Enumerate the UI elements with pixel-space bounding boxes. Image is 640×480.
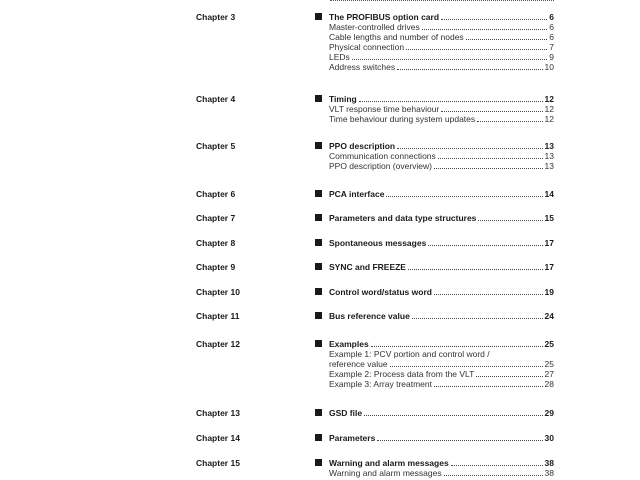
- dot-leader: [406, 49, 547, 50]
- page-number: 24: [544, 311, 554, 321]
- dot-leader: [397, 148, 542, 149]
- chapter-label: Chapter 4: [196, 94, 236, 104]
- toc-sub-entry[interactable]: [329, 151, 554, 161]
- chapter-label: Chapter 9: [196, 262, 236, 272]
- toc-sub-entry[interactable]: [329, 22, 554, 32]
- dot-leader: [451, 465, 543, 466]
- chapter-label: Chapter 8: [196, 238, 236, 248]
- page-number: 9: [549, 52, 554, 62]
- dot-leader: [466, 39, 548, 40]
- sub-entry-title: PPO description (overview): [329, 161, 432, 171]
- square-bullet-icon: [315, 190, 322, 197]
- sub-entry-title: Cable lengths and number of nodes: [329, 32, 464, 42]
- square-bullet-icon: [315, 409, 322, 416]
- square-bullet-icon: [315, 95, 322, 102]
- toc-sub-entry[interactable]: [329, 379, 554, 389]
- dot-leader: [390, 366, 543, 367]
- chapter-label: Chapter 12: [196, 339, 240, 349]
- chapter-title-row[interactable]: [315, 238, 554, 248]
- chapter-title-row[interactable]: [315, 213, 554, 223]
- page-number: 38: [544, 458, 554, 468]
- chapter-entry: [315, 458, 554, 478]
- sub-entry-title: LEDs: [329, 52, 350, 62]
- chapter-title-row[interactable]: [315, 287, 554, 297]
- sub-entry-title: Example 3: Array treatment: [329, 379, 432, 389]
- chapter-title-row[interactable]: [315, 458, 554, 468]
- chapter-entry: [315, 94, 554, 124]
- dot-leader: [352, 59, 547, 60]
- chapter-label: Chapter 5: [196, 141, 236, 151]
- square-bullet-icon: [315, 263, 322, 270]
- chapter-title: PPO description: [329, 141, 396, 151]
- dot-leader: [377, 440, 542, 441]
- chapter-entry: [315, 238, 554, 248]
- chapter-title: GSD file: [329, 408, 363, 418]
- page-number: 12: [544, 114, 554, 124]
- chapter-label: Chapter 10: [196, 287, 240, 297]
- sub-entry-title: reference value: [329, 359, 388, 369]
- chapter-title: Spontaneous messages: [329, 238, 427, 248]
- page-number: 25: [544, 359, 554, 369]
- toc-sub-entry[interactable]: [329, 32, 554, 42]
- sub-entry-title: Warning and alarm messages: [329, 468, 442, 478]
- toc-sub-entry-wrapped[interactable]: Example 1: PCV portion and control word /: [329, 349, 490, 359]
- chapter-title: Control word/status word: [329, 287, 432, 297]
- toc-sub-entry[interactable]: [329, 52, 554, 62]
- chapter-title: Parameters and data type structures: [329, 213, 477, 223]
- chapter-title-row[interactable]: [315, 12, 554, 22]
- chapter-entry: [315, 12, 554, 72]
- square-bullet-icon: [315, 459, 322, 466]
- sub-entry-title: Example 2: Process data from the VLT: [329, 369, 475, 379]
- chapter-label: Chapter 3: [196, 12, 236, 22]
- top-leader-line: [330, 0, 554, 1]
- page-number: 19: [544, 287, 554, 297]
- chapter-entry: [315, 433, 554, 443]
- dot-leader: [438, 158, 543, 159]
- chapter-title-row[interactable]: [315, 408, 554, 418]
- dot-leader: [371, 346, 543, 347]
- dot-leader: [477, 121, 542, 122]
- chapter-entry: [315, 189, 554, 199]
- square-bullet-icon: [315, 239, 322, 246]
- page-number: 17: [544, 262, 554, 272]
- dot-leader: [441, 111, 542, 112]
- sub-entry-title: Time behaviour during system updates: [329, 114, 476, 124]
- chapter-title: The PROFIBUS option card: [329, 12, 440, 22]
- dot-leader: [386, 196, 542, 197]
- chapter-label: Chapter 14: [196, 433, 240, 443]
- sub-entry-title: VLT response time behaviour: [329, 104, 440, 114]
- page-number: 38: [544, 468, 554, 478]
- chapter-title-row[interactable]: [315, 339, 554, 349]
- sub-entry-title: Address switches: [329, 62, 396, 72]
- chapter-title: Examples: [329, 339, 369, 349]
- page-number: 29: [544, 408, 554, 418]
- square-bullet-icon: [315, 288, 322, 295]
- page-number: 12: [544, 104, 554, 114]
- page-number: 14: [544, 189, 554, 199]
- page-number: 15: [544, 213, 554, 223]
- toc-sub-entry[interactable]: [329, 104, 554, 114]
- page-number: 6: [549, 12, 554, 22]
- dot-leader: [441, 19, 547, 20]
- page-number: 7: [549, 42, 554, 52]
- dot-leader: [444, 475, 543, 476]
- dot-leader: [434, 294, 543, 295]
- dot-leader: [428, 245, 542, 246]
- dot-leader: [364, 415, 542, 416]
- chapter-label: Chapter 6: [196, 189, 236, 199]
- chapter-entry: [315, 408, 554, 418]
- page-number: 30: [544, 433, 554, 443]
- page-number: 10: [544, 62, 554, 72]
- sub-entry-title: Physical connection: [329, 42, 405, 52]
- chapter-title: Timing: [329, 94, 357, 104]
- page-number: 6: [549, 32, 554, 42]
- chapter-title: Parameters: [329, 433, 376, 443]
- dot-leader: [412, 318, 543, 319]
- page-number: 13: [544, 141, 554, 151]
- chapter-title: PCA interface: [329, 189, 385, 199]
- chapter-title: Bus reference value: [329, 311, 410, 321]
- dot-leader: [434, 168, 543, 169]
- chapter-entry: [315, 311, 554, 321]
- chapter-entry: [315, 339, 554, 389]
- page-number: 28: [544, 379, 554, 389]
- square-bullet-icon: [315, 312, 322, 319]
- page-number: 13: [544, 161, 554, 171]
- page-number: 6: [549, 22, 554, 32]
- page-number: 27: [544, 369, 554, 379]
- chapter-title: Warning and alarm messages: [329, 458, 449, 468]
- dot-leader: [434, 386, 543, 387]
- toc-sub-entry[interactable]: [329, 42, 554, 52]
- dot-leader: [422, 29, 548, 30]
- chapter-label: Chapter 15: [196, 458, 240, 468]
- chapter-title-row[interactable]: [315, 189, 554, 199]
- chapter-entry: [315, 141, 554, 171]
- square-bullet-icon: [315, 142, 322, 149]
- toc-sub-entry[interactable]: [329, 114, 554, 124]
- toc-sub-entry[interactable]: [329, 62, 554, 72]
- toc-sub-entry[interactable]: [329, 359, 554, 369]
- sub-entry-title: Master-controlled drives: [329, 22, 420, 32]
- dot-leader: [397, 69, 542, 70]
- chapter-title-row[interactable]: [315, 433, 554, 443]
- page-number: 25: [544, 339, 554, 349]
- dot-leader: [408, 269, 543, 270]
- chapter-title: SYNC and FREEZE: [329, 262, 406, 272]
- dot-leader: [359, 101, 543, 102]
- chapter-entry: [315, 213, 554, 223]
- sub-entry-title: Communication connections: [329, 151, 436, 161]
- chapter-label: Chapter 13: [196, 408, 240, 418]
- chapter-label: Chapter 11: [196, 311, 240, 321]
- square-bullet-icon: [315, 214, 322, 221]
- square-bullet-icon: [315, 13, 322, 20]
- chapter-title-row[interactable]: [315, 141, 554, 151]
- page-number: 17: [544, 238, 554, 248]
- chapter-label: Chapter 7: [196, 213, 236, 223]
- toc-sub-entry[interactable]: [329, 468, 554, 478]
- toc-sub-entry[interactable]: [329, 369, 554, 379]
- chapter-title-row[interactable]: [315, 94, 554, 104]
- chapter-entry: [315, 287, 554, 297]
- toc-sub-entry[interactable]: [329, 161, 554, 171]
- chapter-title-row[interactable]: [315, 262, 554, 272]
- square-bullet-icon: [315, 340, 322, 347]
- chapter-title-row[interactable]: [315, 311, 554, 321]
- dot-leader: [476, 376, 542, 377]
- dot-leader: [478, 220, 542, 221]
- chapter-entry: [315, 262, 554, 272]
- square-bullet-icon: [315, 434, 322, 441]
- page-number: 13: [544, 151, 554, 161]
- page-number: 12: [544, 94, 554, 104]
